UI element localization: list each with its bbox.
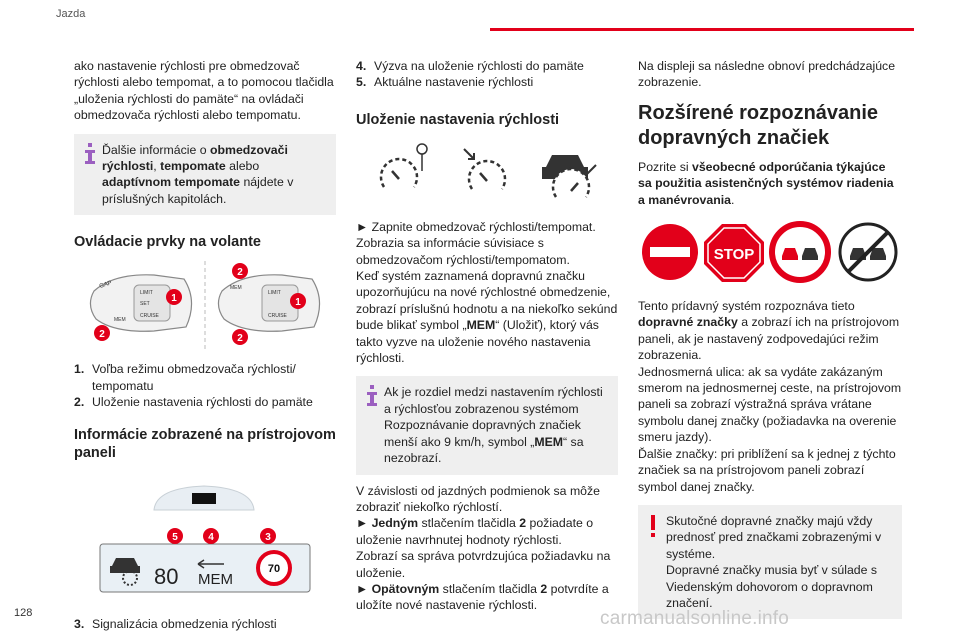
list-item: 3. Signalizácia obmedzenia rýchlosti xyxy=(74,617,277,632)
mem-info-note: Ak je rozdiel medzi nastavením rýchlosti a rýchlosťou zobrazenou systémom Rozpoznávanie dopravných značiek menší ako 9 km/h, symbol „MEM“ sa nezobrazí. xyxy=(356,376,618,474)
mem-label: MEM xyxy=(114,317,126,324)
limit-label: LIMIT xyxy=(140,290,153,297)
speed-limit-sign-value: 70 xyxy=(267,563,281,576)
other-signs-text: Ďalšie značky: pri priblížení sa k jednej z týchto značiek sa na prístrojovom paneli zobrazí symbol danej značky. xyxy=(638,446,896,494)
intro-paragraph: ako nastavenie rýchlosti pre obmedzovač rýchlosti alebo tempomat, a to pomocou tlačidla „uloženia rýchlosti do pamäte“ na ovládači obmedzovača rýchlosti alebo tempomatu. xyxy=(74,59,334,123)
section-title: Jazda xyxy=(56,8,86,20)
watermark: carmanualsonline.info xyxy=(600,608,790,629)
heading-save-speed: Uloženie nastavenia rýchlosti xyxy=(356,111,560,128)
current-speed: 80 xyxy=(154,564,179,590)
mem-indicator: MEM xyxy=(198,571,233,589)
callout-2: 2 xyxy=(99,329,105,341)
list-item: 4. Výzva na uloženie rýchlosti do pamäte xyxy=(356,59,584,73)
heading-instrument-info: Informácie zobrazené na prístrojovom paneli xyxy=(74,427,336,462)
steering-controls-figure xyxy=(74,261,336,353)
cruise-label-right: CRUISE xyxy=(268,313,287,320)
stop-sign-label: STOP xyxy=(713,246,755,264)
confirmation-text: Zobrazí sa správa potvrdzujúca požiadavku na uloženie. xyxy=(356,549,611,580)
heading-controls: Ovládacie prvky na volante xyxy=(74,234,261,251)
instruction-1-info: Zobrazia sa informácie súvisiace s obmedzovačom rýchlosti/tempomatom. xyxy=(356,236,570,267)
list-item: 5. Aktuálne nastavenie rýchlosti xyxy=(356,75,534,90)
column-1 xyxy=(74,58,336,633)
instrument-screen-icon xyxy=(192,493,216,504)
heading-extended-recognition: Rozšírené rozpoznávanie dopravných značiek xyxy=(638,101,879,149)
warning-note: Skutočné dopravné značky majú vždy prednosť pred značkami zobrazenými v systéme. Dopravné značky musia byť v súlade s Viedenským dohovorom o dopravnom značení. xyxy=(638,505,902,619)
callout-4: 4 xyxy=(208,532,214,544)
callout-1-right: 1 xyxy=(295,297,301,309)
list-item: 2. Uloženie nastavenia rýchlosti do pamäte xyxy=(74,395,313,410)
cruise-label: CRUISE xyxy=(140,313,159,320)
save-speed-icons xyxy=(356,141,618,205)
callout-5: 5 xyxy=(172,532,178,544)
warning-icon xyxy=(648,515,658,539)
instruction-2: ► Jedným stlačením tlačidla 2 požiadate o uloženie navrhnutej hodnoty rýchlosti. xyxy=(356,516,594,547)
info-note: Ďalšie informácie o obmedzovači rýchlosti, tempomate alebo adaptívnom tempomate nájdete v príslušných kapitolách. xyxy=(74,134,336,216)
page-number: 128 xyxy=(14,607,33,619)
column-2 xyxy=(356,58,618,614)
instruction-3: ► Opätovným stlačením tlačidla 2 potvrdíte a uložíte nové nastavenie rýchlosti. xyxy=(356,581,609,613)
one-way-street-text: Jednosmerná ulica: ak sa vydáte zakázaným smerom na jednosmernej ceste, na prístrojovom paneli sa zobrazí výstražná správa vrátane symbolu danej značky (požiadavka na overenie smeru jazdy). xyxy=(638,364,902,445)
callout-3: 3 xyxy=(265,532,271,544)
cruise-control-icon xyxy=(464,149,505,189)
system-description: Tento prídavný systém rozpoznáva tieto dopravné značky a zobrazí ich na prístrojovom paneli, ak je nastavený zodpovedajúci režim zobrazenia. xyxy=(638,299,900,363)
display-list xyxy=(74,616,336,632)
reference-text: Pozrite si všeobecné odporúčania týkajúce sa použitia asistenčných systémov riadenia a manévrovania. xyxy=(638,159,894,207)
display-restore-text: Na displeji sa následne obnoví predchádzajúce zobrazenie. xyxy=(638,59,896,90)
limit-label-right: LIMIT xyxy=(268,290,281,297)
list-item: 1. Voľba režimu obmedzovača rýchlosti/ tempomatu xyxy=(74,362,296,393)
callout-2-bottom: 2 xyxy=(237,333,243,345)
instruction-1-detail: Keď systém zaznamená dopravnú značku upozorňujúcu na nové rýchlostné obmedzenie, zobrazí príslušnú hodnotu a na niekoľko sekúnd bude blikať symbol „MEM“ (Uložiť), ktorý vás takto vyzve na uloženie nového nastavenia rýchlosti. xyxy=(356,269,618,366)
header-accent-bar xyxy=(490,28,914,31)
instruction-1: ► Zapnite obmedzovač rýchlosti/tempomat. xyxy=(356,219,596,234)
traffic-signs-figure xyxy=(638,220,902,284)
multiple-speeds-text: V závislosti od jazdných podmienok sa môže zobraziť niekoľko rýchlostí. xyxy=(356,483,601,514)
callout-2-top: 2 xyxy=(237,267,243,279)
info-icon xyxy=(364,385,380,409)
callout-1: 1 xyxy=(171,293,177,305)
mem-label-right: MEM xyxy=(230,285,242,292)
column-3 xyxy=(638,58,902,627)
adaptive-cruise-icon xyxy=(542,155,596,197)
display-list-cont xyxy=(356,58,618,91)
instrument-panel-figure xyxy=(74,474,336,604)
gap-label: GAP xyxy=(98,280,113,291)
stop-sign-icon xyxy=(704,224,764,282)
no-overtaking-sign-icon xyxy=(772,224,828,280)
end-no-overtaking-sign-icon xyxy=(840,224,896,280)
info-icon xyxy=(82,143,98,167)
no-entry-sign-icon xyxy=(642,224,698,280)
controls-list xyxy=(74,361,336,410)
set-label: SET xyxy=(140,301,150,308)
speed-limiter-icon xyxy=(381,144,427,187)
